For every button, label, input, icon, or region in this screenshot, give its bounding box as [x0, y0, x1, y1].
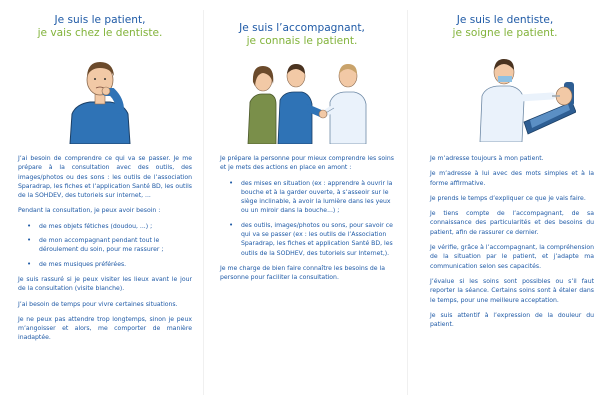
dentist-column [410, 0, 600, 400]
patient-column [0, 0, 200, 400]
companion-column [202, 0, 402, 400]
handshake-illustration [242, 52, 372, 144]
list-item: • de mon accompagnant pendant tout le déroulement du soin, pour me rassurer ; [18, 236, 192, 255]
patient-paragraph: Je suis rassuré si je peux visiter les lieux avant le jour de la consultation (visite blanche). [18, 275, 192, 293]
list-item: • de mes objets fétiches (doudou, ...) ; [18, 222, 192, 231]
companion-title-line1: Je suis l’accompagnant, [239, 22, 365, 34]
dentist-paragraph: Je m’adresse à lui avec des mots simples et à la forme affirmative. [430, 170, 594, 187]
patient-paragraph: Je ne peux pas attendre trop longtemps, sinon je peux m’angoisser et alors, me comporter de manière inadaptée. [18, 315, 192, 342]
companion-paragraph: Je prépare la personne pour mieux comprendre les soins et je mets des actions en place en amont : [220, 155, 394, 172]
patient-title [0, 14, 200, 40]
companion-actions-list [220, 179, 396, 258]
companion-title [202, 22, 402, 48]
dentist-paragraph: Je prends le temps d’expliquer ce que je vais faire. [430, 194, 586, 202]
patient-paragraph: J’ai besoin de comprendre ce qui va se passer. Je me prépare à la consultation avec des outils, des images/photos ou des sons : les outils de l’association Sparadrap, les fiches et l’application Santé BD, les outils de la SOHDEV, des tutoriels sur internet, ... [18, 155, 192, 200]
patient-title-line1: Je suis le patient, [54, 14, 146, 26]
dentist-paragraph: Je m’adresse toujours à mon patient. [430, 155, 544, 162]
companion-text [220, 154, 396, 289]
list-item: • des outils, images/photos ou sons, pour savoir ce qui va se passer (ex : les outils de l’Association Sparadrap, les fiches et application Santé BD, les outils de la SODHEV, des tutoriels sur Internet,). [220, 221, 396, 258]
dentist-paragraph: Je vérifie, grâce à l’accompagnant, la compréhension de la situation par le patient, et j’adapte ma communication selon ses capacités. [430, 244, 594, 270]
dentist-treating-patient-illustration [472, 52, 576, 142]
patient-title-line2: je vais chez le dentiste. [37, 27, 163, 39]
dentist-paragraph: Je tiens compte de l’accompagnant, de sa connaissance des particularités et des besoins du patient, afin de rassurer ce dernier. [430, 210, 594, 236]
patient-paragraph: J’ai besoin de temps pour vivre certaines situations. [18, 300, 178, 308]
companion-paragraph: Je me charge de bien faire connaître les besoins de la personne pour faciliter la consultation. [220, 264, 385, 282]
patient-needs-list [18, 222, 192, 269]
dentist-paragraph: J’évalue si les soins sont possibles ou s’il faut reporter la séance. Certains soins sont à étaler dans le temps, pour une meilleure acceptation. [430, 277, 594, 304]
dentist-text [430, 154, 594, 335]
dentist-title [410, 14, 600, 40]
patient-paragraph: Pendant la consultation, je peux avoir besoin : [18, 207, 161, 215]
dentist-paragraph: Je suis attentif à l’expression de la douleur du patient. [430, 311, 594, 329]
dentist-title-line2: je soigne le patient. [452, 27, 558, 39]
dentist-title-line1: Je suis le dentiste, [456, 14, 554, 26]
list-item: • des mises en situation (ex : apprendre à ouvrir la bouche et à la garder ouverte, à s’asseoir sur le siège inclinable, à avoir la lumière dans les yeux ou un miroir dans la bouche...) ; [220, 179, 396, 216]
list-item: • de mes musiques préférées. [18, 260, 192, 269]
thinking-patient-illustration [60, 48, 140, 144]
patient-text [18, 154, 192, 349]
companion-title-line2: je connais le patient. [246, 35, 358, 47]
